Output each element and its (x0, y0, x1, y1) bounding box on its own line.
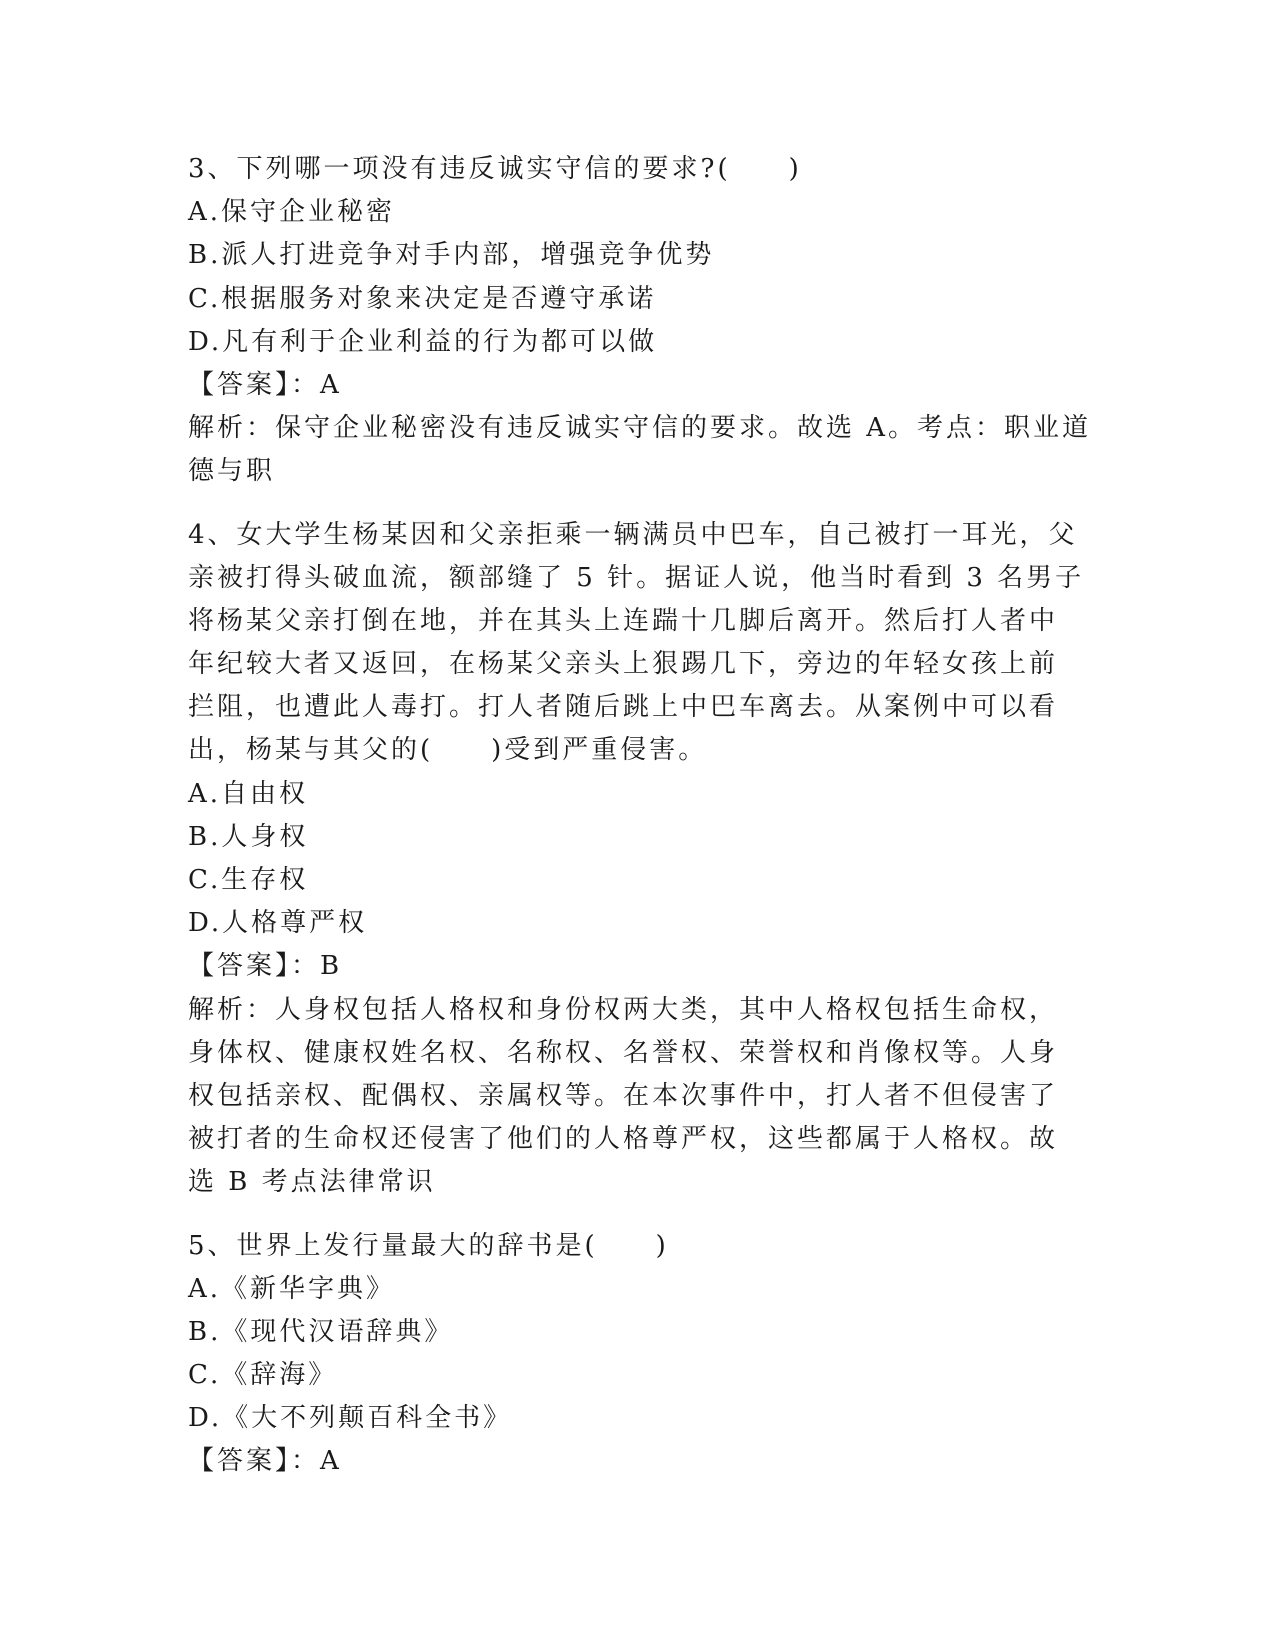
option-b: B.《现代汉语辞典》 (188, 1316, 454, 1347)
stem-line: 出，杨某与其父的( )受到严重侵害。 (188, 735, 708, 766)
question-3 (188, 148, 1092, 494)
option-d: D.人格尊严权 (188, 908, 368, 939)
option-c: C.根据服务对象来决定是否遵守承诺 (188, 283, 657, 314)
analysis-line: 选 B 考点法律常识 (188, 1167, 436, 1198)
question-4 (188, 514, 1088, 1205)
question-stem (188, 1225, 1088, 1268)
stem-line: 拦阻，也遭此人毒打。打人者随后跳上中巴车离去。从案例中可以看 (188, 692, 1059, 723)
analysis (188, 407, 1092, 493)
option-a: A.自由权 (188, 778, 309, 809)
analysis-line: 权包括亲权、配偶权、亲属权等。在本次事件中，打人者不但侵害了 (188, 1080, 1059, 1111)
analysis-line: 德与职 (188, 456, 276, 487)
option-b: B.派人打进竞争对手内部，增强竞争优势 (188, 240, 715, 271)
option-c: C.生存权 (188, 865, 309, 895)
option-b: B.人身权 (188, 821, 309, 852)
analysis-line: 解析：保守企业秘密没有违反诚实守信的要求。故选 A。考点：职业道 (188, 413, 1092, 444)
stem-line: 将杨某父亲打倒在地，并在其头上连踹十几脚后离开。然后打人者中 (188, 605, 1059, 636)
answer-line: 【答案】：B (188, 951, 343, 982)
option-a: A.保守企业秘密 (188, 197, 396, 228)
stem-line: 3、下列哪一项没有违反诚实守信的要求?( ) (188, 154, 802, 184)
question-5 (188, 1225, 1088, 1484)
stem-line: 年纪较大者又返回，在杨某父亲头上狠踢几下，旁边的年轻女孩上前 (188, 649, 1059, 680)
option-d: D.《大不列颠百科全书》 (188, 1403, 513, 1434)
analysis-line: 解析：人身权包括人格权和身份权两大类，其中人格权包括生命权， (188, 994, 1059, 1025)
analysis (188, 989, 1088, 1205)
question-stem (188, 514, 1088, 773)
option-c: C.《辞海》 (188, 1360, 338, 1391)
option-a: A.《新华字典》 (188, 1273, 396, 1304)
analysis-line: 被打者的生命权还侵害了他们的人格尊严权，这些都属于人格权。故 (188, 1124, 1059, 1155)
question-stem (188, 148, 1088, 191)
document-content (188, 148, 1092, 1504)
option-d: D.凡有利于企业利益的行为都可以做 (188, 326, 658, 357)
analysis-line: 身体权、健康权姓名权、名称权、名誉权、荣誉权和肖像权等。人身 (188, 1037, 1059, 1068)
stem-line: 亲被打得头破血流，额部缝了 5 针。据证人说，他当时看到 3 名男子 (188, 562, 1085, 593)
stem-line: 4、女大学生杨某因和父亲拒乘一辆满员中巴车，自己被打一耳光，父 (188, 519, 1078, 550)
answer-line: 【答案】：A (188, 369, 342, 400)
answer-line: 【答案】：A (188, 1446, 342, 1477)
stem-line: 5、世界上发行量最大的辞书是( ) (188, 1230, 669, 1261)
